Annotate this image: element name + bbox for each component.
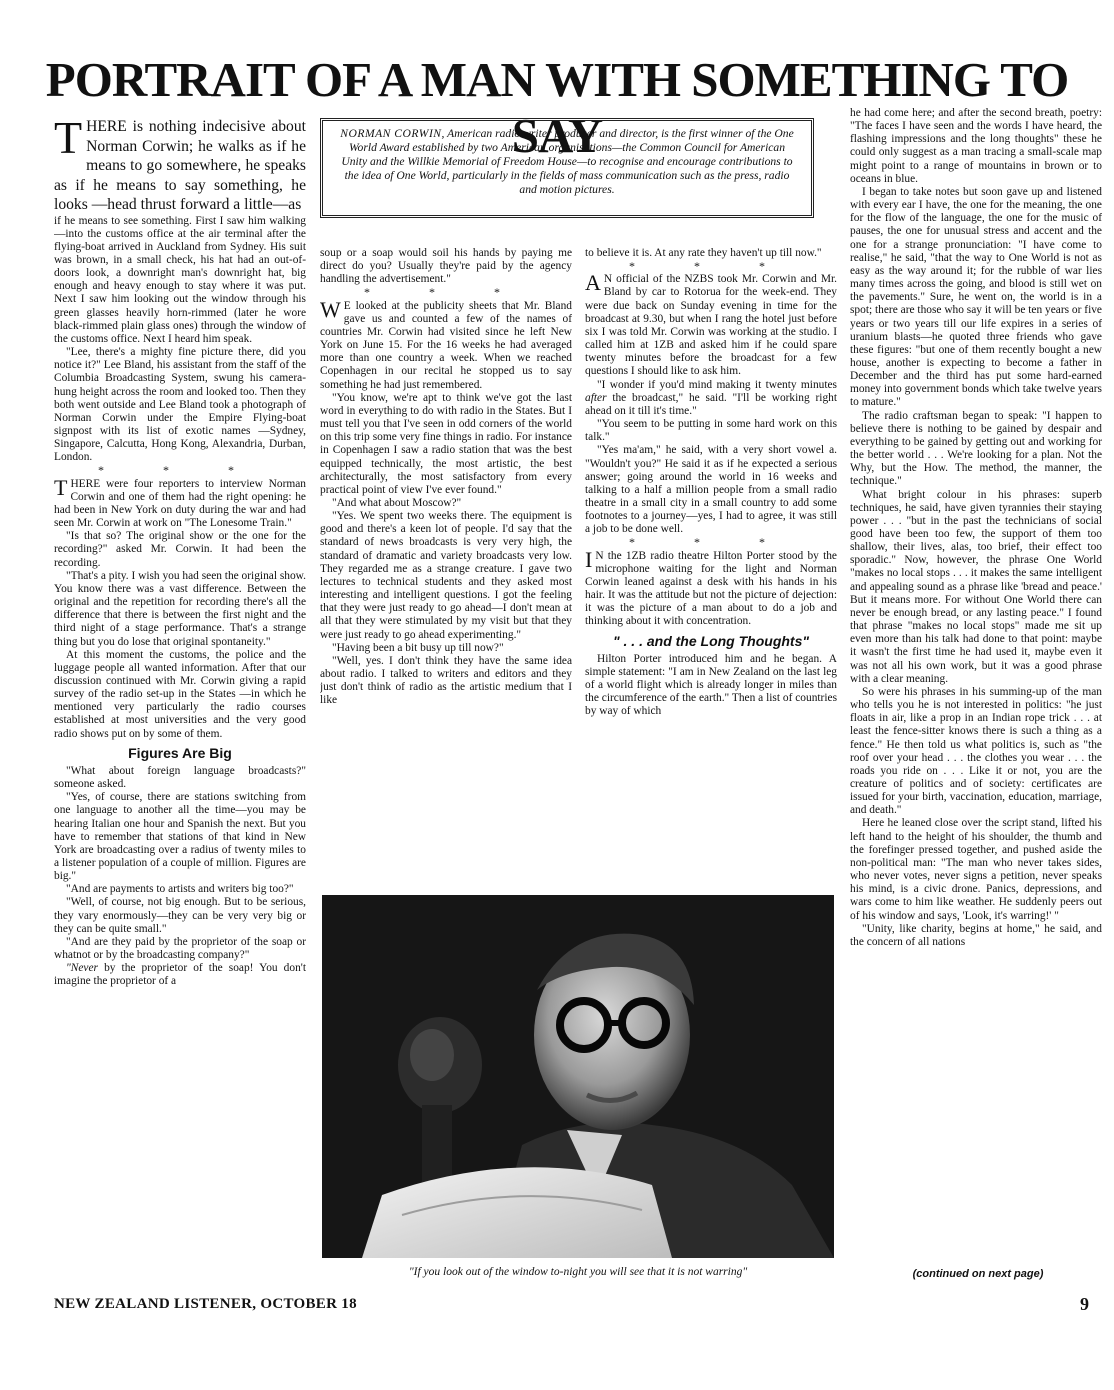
article-column-2 <box>320 247 572 887</box>
article-column-4 <box>850 107 1102 1287</box>
intro-text: , American radio writer producer and director, is the first winner of the One World Award established by two American organisations—the Common Council for American Unity and the Willkie Memorial of Freedom House—to recognise and encourage contributions to the idea of One World, particularly in the fields of mass communication such as the press, radio and motion pictures. <box>341 127 794 196</box>
paragraph: So were his phrases in his summing-up of the man who tells you he is not interested in politics: "he just floats in air, like a prop in an Indian rope trick . . . at least the fence-sitter knows there is such a thing as a fence." He then told us what politics is, such as "the roof over your head . . . the clothes you wear . . . the roads you ride on . . . Like it or not, you are the creature of politics and of society: certificates are issued for your birth, vaccination, education, marriage, and death." <box>850 685 1102 817</box>
section-divider: * * * <box>629 259 793 274</box>
paragraph: "Unity, like charity, begins at home," he said, and the concern of all nations <box>850 922 1102 948</box>
paragraph: The radio craftsman began to speak: "I happen to believe there is nothing to be gained by despair and everything to be gained by getting out and working for the better world . . . We're looking for a plan. Not the Why, but the How. The method, the manner, the technique." <box>850 409 1102 488</box>
paragraph: "Having been a bit busy up till now?" <box>332 641 504 654</box>
publication-footer: NEW ZEALAND LISTENER, OCTOBER 18 <box>54 1296 357 1312</box>
paragraph: to believe it is. At any rate they haven't up till now." <box>585 247 822 259</box>
paragraph: Hilton Porter introduced him and he began. A simple statement: "I am in New Zealand on the last leg of a world flight which is already longer in miles than the circumference of the earth." Then a list of countries by way of which <box>585 652 837 718</box>
initial-letter: A <box>585 270 601 296</box>
paragraph: "You know, we're apt to think we've got the last word in everything to do with radio in the States. But I must tell you that I've seen in odd corners of the world on this trip some very fine things in radio. For instance in Copenhagen I saw a radio station that was the best equipped technically, the most artistic, the best architecturally, the most satisfactory from every practical point of view I've ever found." <box>320 391 572 496</box>
paragraph: "Yes. We spent two weeks there. The equipment is good and there's a keen lot of people. I'd say that the standard of news broadcasts is very very high, the standard of dramatic and variety broadcasts very low. They regarded me as a strange creature. I gave two lectures to technical students and they asked most interesting and intelligent questions. I got the feeling that they were just ready to go ahead—I don't mean at all that they were stimulated by my visit but that they were just ready to go ahead experimenting." <box>320 510 572 641</box>
lead-paragraph: THERE is nothing indecisive about Norman Corwin; he walks as if he means to go somewhere, he speaks as if he means to say something, he looks —head thrust forward a little—as <box>54 117 306 213</box>
paragraph: THERE were four reporters to interview Norman Corwin and one of them had the right opening: he had been in New York on duty during the war and had seen Mr. Corwin at work on "The Lonesome Train." <box>54 474 306 530</box>
paragraph: "And are payments to artists and writers big too?" <box>66 883 294 896</box>
paragraph: A N official of the NZBS took Mr. Corwin and Mr. Bland by car to Rotorua for the week-end. They were due back on Sunday evening in time for the broadcast at 9.30, but when I rang the hotel just before six I was told Mr. Corwin was working at the studio. I called him at 1ZB and asked him if he could spare twenty minutes before the broadcast for a few questions I should like to ask him. <box>585 270 837 378</box>
paragraph: "Lee, there's a mighty fine picture there, did you notice it?" Lee Bland, his assistant from the staff of the Columbia Broadcasting System, swung his camera-hung height across the room and looked too. Then they both went outside and Lee Bland took a photograph of Norman Corwin under the Empire Flying-boat signpost with its list of exotic names —Sydney, Singapore, Calcutta, Hong Kong, Alexandria, Durban, London. <box>54 346 306 464</box>
paragraph: "That's a pity. I wish you had seen the original show. You know there was a vast difference. Between the original and the repetition for recording there's all the difference that there is between the first night and the third night of a stage performance. That's a strange thing but you do lose that original spontaneity." <box>54 569 306 648</box>
intro-lead-words: NORMAN CORWIN <box>340 127 442 140</box>
paragraph: "And are they paid by the proprietor of the soap or whatnot or by the broadcasting company?" <box>54 935 306 962</box>
drop-cap: T <box>54 117 83 163</box>
paragraph: Here he leaned close over the script stand, lifted his left hand to the height of his shoulder, the thumb and the forefinger pressed together, and pushed aside the non-political man: "The man who never takes sides, who never votes, never signs a petition, never speaks his mind, is a civic drone. Panics, depressions, and wars come to him like weather. He suddenly peers out of his window and says, 'Look, it's warring!' " <box>850 817 1102 922</box>
subheading: Figures Are Big <box>128 744 232 761</box>
intro-box <box>320 118 814 218</box>
paragraph: soup or a soap would soil his hands by paying me direct do you? Usually they're paid by the agency handling the advertisement." <box>320 247 572 286</box>
paragraph: "And what about Moscow?" <box>332 496 462 509</box>
page-number: 9 <box>1080 1294 1089 1314</box>
paragraph: I began to take notes but soon gave up and listened with every ear I have, the one for the meaning, the one for the flow of the language, the one for the music of pauses, the one for unusual stress and accent and the one for a strange pronunciation: "I have come to realise," he said, "that the way to One World is not as easy as the way around it; for the rubble of war lies many times across the going, and blood is still wet on the pavements." Sure, he went on, the world is in a spot; there are those who say it will be ten years or five years or two years till our life expires in a series of uranium blasts—he quoted three friends who gave these figures: "but one of them recently bought a new house, another is expecting to become a father in December and the third has put some hard-earned money into government bonds which take twelve years to mature." <box>850 185 1102 409</box>
subheading: " . . . and the Long Thoughts" <box>612 632 810 649</box>
paragraph: W E looked at the publicity sheets that Mr. Bland gave us and counted a few of the names of countries Mr. Corwin had visited since he left New York on June 15. For the 16 weeks he had averaged more than one country a week. When we reached Copenhagen in our recital he stopped us to say something he had just remembered. <box>320 296 572 391</box>
paragraph: What bright colour in his phrases: superb techniques, he said, have given tyrannies their staying power . . . "but in the past the technicians of social good have been too few, the support of them too shallow, their lives, alas, too brief, their effect too sporadic." Now, however, the phrase One World "makes no local stops . . . it makes the same intelligent and appealing sound as a phrase like 'bread and peace.' But it means more. For without One World there can never be enough bread, or any lasting peace." I found that phrase "makes no local stops" made me sit up even more than his talk had done to that point: maybe it wasn't the first time he had used it, maybe even it was not all his own work, but it was a good phrase with a clear meaning. <box>850 488 1102 685</box>
paragraph: "Well, yes. I don't think they have the same idea about radio. I talked to writers and editors and they just don't think of radio as the artistic medium that I like <box>320 654 572 707</box>
initial-letter: T <box>54 474 68 500</box>
initial-letter: I <box>585 546 593 572</box>
headline: PORTRAIT OF A MAN WITH SOMETHING TO SAY <box>45 52 1069 163</box>
section-divider: * * * <box>629 535 793 550</box>
paragraph: At this moment the customs, the police and the luggage people all wanted information. After that our discussion continued with Mr. Corwin giving a rapid survey of the radio set-up in the States —in which he mentioned very particularly the radio courses established at most universities and the very good radio shows put on by some of them. <box>54 648 306 740</box>
photo-illustration <box>322 895 834 1258</box>
section-divider: * * * <box>98 463 262 478</box>
paragraph: "Yes ma'am," he said, with a very short vowel a. "Wouldn't you?" He said it as if he expected a serious answer; going around the world in 16 weeks and talking to a half a million people from a small radio theatre in a small city in a small country to add some footnotes to a journey—yes, I had to agree, it was still a job to be done well. <box>585 444 837 536</box>
paragraph: "Yes, of course, there are stations switching from one language to another all the time—you may be hearing Italian one hour and Spanish the next. But you have to remember that stations of that kind in New York are broadcasting over a radius of twenty miles to a listener population of a couple of million. Figures are big." <box>54 791 306 883</box>
photo-norman-corwin <box>322 895 834 1258</box>
paragraph: "I wonder if you'd mind making it twenty minutes after the broadcast," he said. "I'll be working right ahead on it till it's time." <box>585 378 837 417</box>
paragraph: "Never by the proprietor of the soap! You don't imagine the proprietor of a <box>54 962 306 988</box>
paragraph: if he means to see something. First I saw him walking—into the customs office at the air terminal after the flying-boat arrived in Auckland from Sydney. His suit was brown, in a small check, his hat had an out-of-doors look, a downright man's downright hat, big enough and heavy enough to stay where it was put. Next I saw him looking out the window through his green glasses heavily horn-rimmed (later he wore black-rimmed plain glass ones) through the window of the customs office. Next I heard him speak. <box>54 214 306 345</box>
paragraph: I N the 1ZB radio theatre Hilton Porter stood by the microphone waiting for the light and Norman Corwin leaned against a desk with his hands in his hair. It was the attitude but not the picture of dejection: it was the picture of a man about to do a job and thinking about it with concentration. <box>585 546 837 628</box>
initial-letter: W <box>320 296 341 322</box>
paragraph: "Is that so? The original show or the one for the recording?" asked Mr. Corwin. It had been the recording. <box>54 530 306 569</box>
article-column-1 <box>54 117 306 1285</box>
paragraph: he had come here; and after the second breath, poetry: "The faces I have seen and the words I have heard, the flashing impressions and the long thoughts" these he could only suggest as a man tracing a small-scale map might point to a range of mountains in brown or to oceans in blue. <box>850 107 1102 185</box>
section-divider: * * * <box>364 285 528 300</box>
continued-note: (continued on next page) <box>912 1268 1044 1280</box>
photo-caption: "If you look out of the window to-night you will see that it is not warring" <box>408 1266 748 1278</box>
paragraph: "You seem to be putting in some hard work on this talk." <box>585 418 837 444</box>
article-column-3 <box>585 247 837 887</box>
paragraph: "Well, of course, not big enough. But to be serious, they vary enormously—they can be very very big or they can be quite small." <box>54 896 306 935</box>
paragraph: "What about foreign language broadcasts?" someone asked. <box>54 764 306 791</box>
